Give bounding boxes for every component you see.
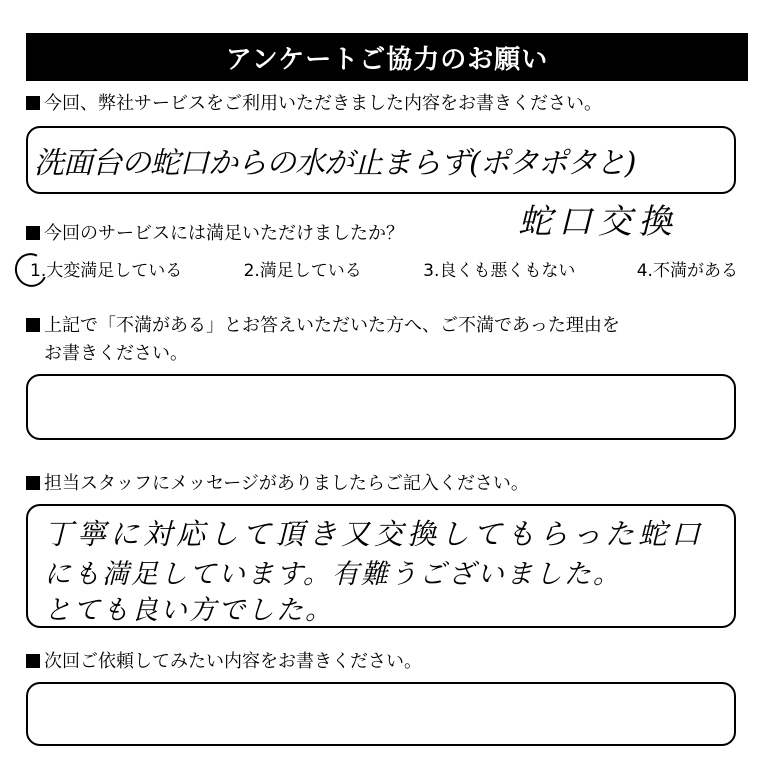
question-3-label-line-1: 上記で「不満がある」とお答えいただいた方へ、ご不満であった理由を xyxy=(44,315,620,336)
question-1-label: 今回、弊社サービスをご利用いただきました内容をお書きください。 xyxy=(44,93,602,114)
question-1 xyxy=(26,90,602,118)
survey-title: アンケートご協力のお願い xyxy=(26,33,748,81)
question-4 xyxy=(26,470,529,498)
answer-4-line-1: 丁寧に対応して頂き又交換してもらった蛇口 xyxy=(44,517,705,551)
square-bullet-icon xyxy=(26,226,40,240)
question-2-label: 今回のサービスには満足いただけましたか？ xyxy=(44,223,404,244)
question-3 xyxy=(26,312,620,340)
option-dissatisfied[interactable]: 4.不満がある xyxy=(636,260,738,281)
answer-1-line-2: 蛇口交換 xyxy=(518,202,678,242)
answer-5-box[interactable] xyxy=(26,682,736,746)
question-5 xyxy=(26,648,422,676)
question-4-label: 担当スタッフにメッセージがありましたらご記入ください。 xyxy=(44,473,529,494)
square-bullet-icon xyxy=(26,318,40,332)
square-bullet-icon xyxy=(26,654,40,668)
option-very-satisfied[interactable]: 1.大変満足している xyxy=(30,260,183,281)
option-satisfied[interactable]: 2.満足している xyxy=(243,260,362,281)
answer-4-line-2: にも満足しています。有難うございました。 xyxy=(44,559,622,590)
question-2 xyxy=(26,220,404,248)
answer-1-line-1: 洗面台の蛇口からの水が止まらず(ポタポタと) xyxy=(34,146,636,181)
answer-3-box[interactable] xyxy=(26,374,736,440)
satisfaction-options xyxy=(26,254,738,282)
question-3-line-2: お書きください。 xyxy=(44,343,188,364)
square-bullet-icon xyxy=(26,476,40,490)
question-5-label: 次回ご依頼してみたい内容をお書きください。 xyxy=(44,651,422,672)
square-bullet-icon xyxy=(26,96,40,110)
option-neutral[interactable]: 3.良くも悪くもない xyxy=(423,260,576,281)
answer-4-line-3: とても良い方でした。 xyxy=(44,595,334,626)
